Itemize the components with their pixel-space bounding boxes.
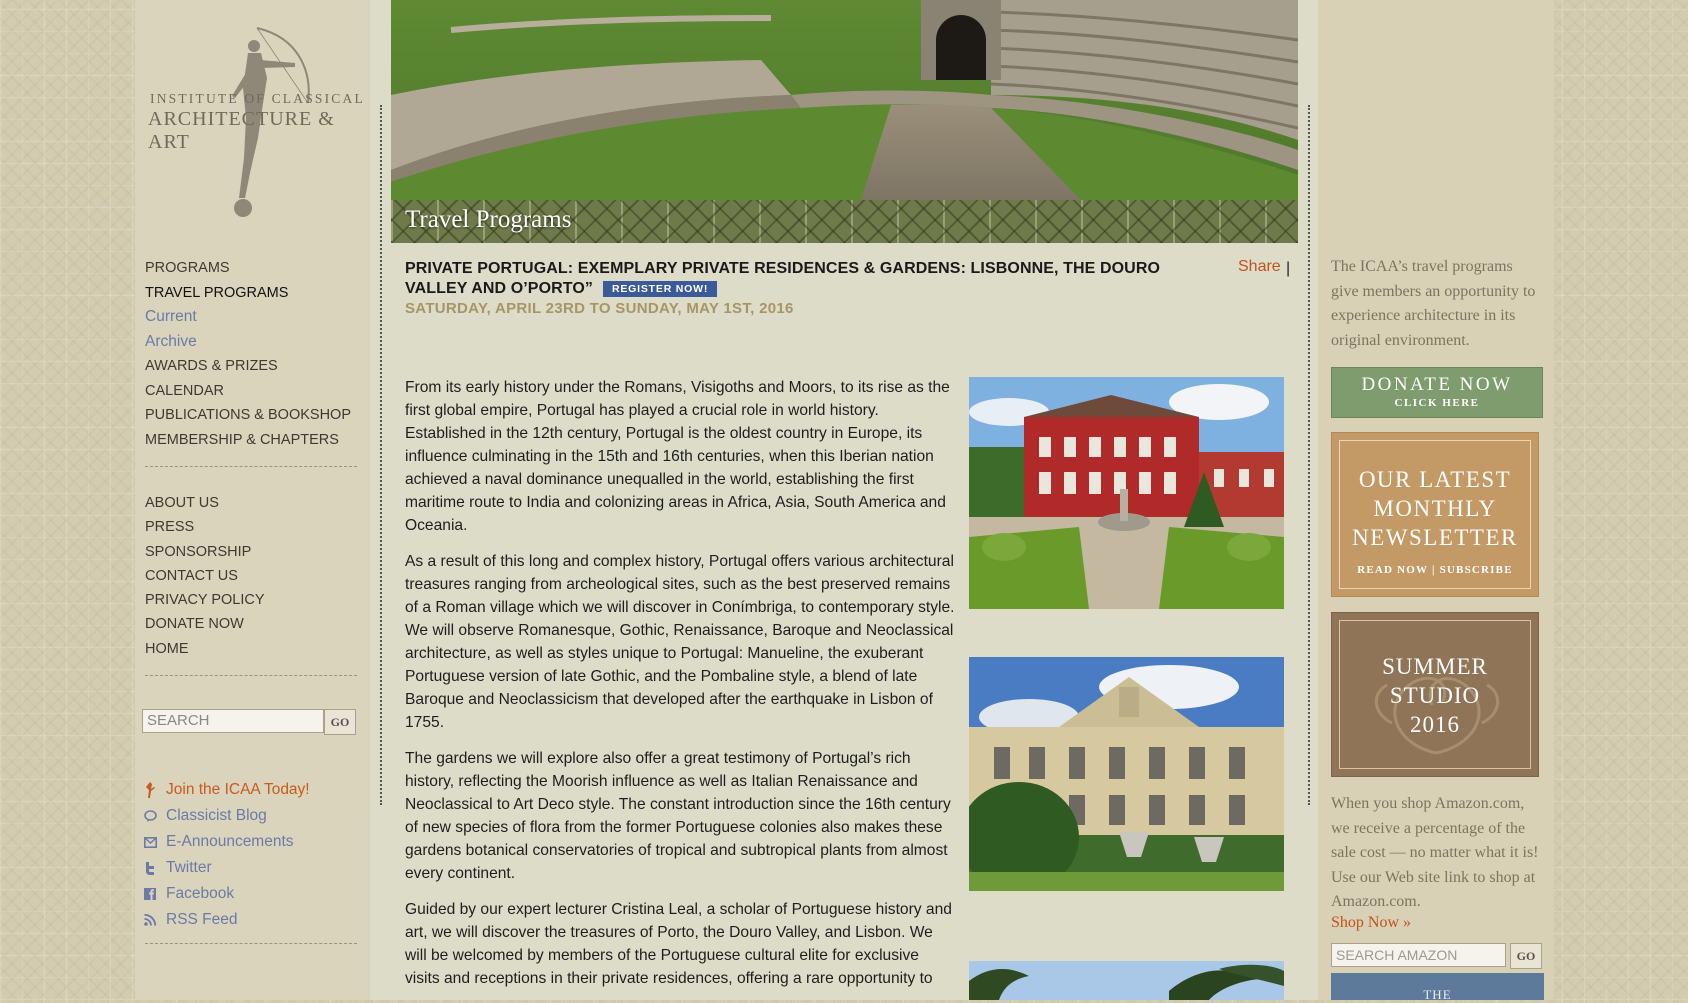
donate-banner-title: DONATE NOW bbox=[1361, 374, 1513, 395]
photo-baroque-palace bbox=[969, 657, 1284, 891]
summer-studio-banner[interactable] bbox=[1331, 612, 1539, 777]
nav-separator bbox=[145, 466, 357, 467]
twitter-icon bbox=[143, 861, 157, 875]
summer-frame bbox=[1339, 620, 1531, 769]
nav-travel-programs[interactable]: TRAVEL PROGRAMS bbox=[145, 284, 289, 301]
rss-icon bbox=[143, 913, 157, 927]
classicist-blog-label: Classicist Blog bbox=[166, 807, 267, 824]
nav-home[interactable]: HOME bbox=[145, 640, 189, 657]
nav-calendar[interactable]: CALENDAR bbox=[145, 382, 224, 399]
share-link[interactable]: Share bbox=[1238, 258, 1281, 275]
nav-press[interactable]: PRESS bbox=[145, 519, 195, 536]
nav-donate-now[interactable]: DONATE NOW bbox=[145, 616, 244, 633]
article-body bbox=[405, 376, 955, 1003]
e-announcements-label: E-Announcements bbox=[166, 833, 294, 850]
secondary-nav bbox=[145, 491, 365, 661]
amazon-affiliate-text: When you shop Amazon.com, we receive a percentage of the sale cost — no matter what it is! Use our Web site link to shop at Amazon.com. bbox=[1331, 795, 1539, 910]
summer-line-2: STUDIO bbox=[1389, 683, 1481, 708]
nav-awards-prizes[interactable]: AWARDS & PRIZES bbox=[145, 358, 278, 374]
travel-programs-intro: The ICAA’s travel programs give members an opportunity to experience architecture in its original environment. bbox=[1331, 258, 1536, 349]
share-separator: | bbox=[1286, 260, 1291, 277]
dotted-divider-right bbox=[1308, 105, 1310, 805]
envelope-icon bbox=[143, 835, 157, 849]
nav-contact-us[interactable]: CONTACT US bbox=[145, 567, 238, 584]
summer-line-3: 2016 bbox=[1410, 712, 1460, 737]
newsletter-frame bbox=[1339, 440, 1531, 589]
search-input[interactable]: SEARCH bbox=[142, 709, 324, 733]
register-now-button[interactable]: REGISTER NOW! bbox=[603, 281, 717, 297]
search-amazon-input[interactable]: SEARCH AMAZON bbox=[1331, 943, 1506, 967]
join-icaa-label: Join the ICAA Today! bbox=[166, 781, 310, 798]
archer-icon bbox=[143, 783, 157, 797]
article-title bbox=[405, 259, 1215, 299]
photo-red-palace-garden bbox=[969, 377, 1284, 609]
hero-title: Travel Programs bbox=[405, 206, 572, 233]
photo-palm-trees bbox=[969, 961, 1284, 1000]
nav-publications-bookshop[interactable]: PUBLICATIONS & BOOKSHOP bbox=[145, 407, 352, 423]
primary-nav bbox=[145, 256, 365, 452]
rss-feed-label: RSS Feed bbox=[166, 911, 238, 928]
shop-now-link[interactable]: Shop Now » bbox=[1331, 914, 1412, 931]
nav-archive[interactable]: Archive bbox=[145, 332, 197, 350]
nav-privacy-policy[interactable]: PRIVACY POLICY bbox=[145, 592, 265, 609]
bottom-promo-banner[interactable] bbox=[1331, 973, 1544, 1000]
facebook-link[interactable] bbox=[143, 881, 363, 907]
event-date: SATURDAY, APRIL 23RD TO SUNDAY, MAY 1ST, 2016 bbox=[405, 300, 794, 317]
facebook-icon bbox=[143, 887, 157, 901]
article-paragraph: As a result of this long and complex history, Portugal offers various architectural treasures ranging from archeological sites, such as the best preserved remains of a Roman village which we will discover in Conímbriga, to contemporary style. We will observe Romanesque, Gothic, Renaissance, Baroque and Neoclassical architecture, as well as styles unique to Portugal: Manueline, the exuberant Portuguese version of late Gothic, and the Pombaline style, a blend of late Baroque and Neoclassicism that developed after the earthquake in Lisbon of 1755. bbox=[405, 553, 955, 731]
nav-sponsorship[interactable]: SPONSORSHIP bbox=[145, 543, 252, 560]
article-title-text: PRIVATE PORTUGAL: EXEMPLARY PRIVATE RESIDENCES & GARDENS: LISBONNE, THE DOURO VALLEY AND O’PORTO” bbox=[405, 260, 1161, 297]
newsletter-subscribe-links: READ NOW | SUBSCRIBE bbox=[1357, 564, 1513, 576]
nav-about-us[interactable]: ABOUT US bbox=[145, 495, 219, 511]
nav-membership-chapters[interactable]: MEMBERSHIP & CHAPTERS bbox=[145, 431, 339, 448]
article-paragraph: Guided by our expert lecturer Cristina Leal, a scholar of Portuguese history and art, we will discover the treasures of Porto, the Douro Valley, and Lisbon. We will be welcomed by members of the Portuguese cultural elite for exclusive visits and receptions in their private residences, offering a rare opportunity to bbox=[405, 901, 952, 987]
social-links bbox=[143, 777, 363, 933]
twitter-link[interactable] bbox=[143, 855, 363, 881]
social-separator bbox=[145, 943, 357, 944]
donate-banner-sub: CLICK HERE bbox=[1394, 397, 1480, 409]
twitter-label: Twitter bbox=[166, 859, 212, 876]
nav-current[interactable]: Current bbox=[145, 308, 197, 325]
speech-bubble-icon bbox=[143, 809, 157, 823]
dotted-divider-left bbox=[380, 105, 382, 805]
newsletter-title: OUR LATEST MONTHLY NEWSLETTER bbox=[1352, 467, 1518, 550]
e-announcements-link[interactable] bbox=[143, 829, 363, 855]
nav-programs[interactable]: PROGRAMS bbox=[145, 260, 230, 276]
search-go-button[interactable]: GO bbox=[324, 709, 356, 735]
article-paragraph: From its early history under the Romans, Visigoths and Moors, to its rise as the first global empire, Portugal has played a crucial role in world history. Established in the 12th century, Portugal is the oldest country in Europe, its influence culminating in the 15th and 16th centuries, when this Iberian nation achieved a naval dominance unequalled in the world, establishing the first maritime route to India and colonizing areas in Africa, Asia, South America and Oceania. bbox=[405, 379, 950, 534]
rss-feed-link[interactable] bbox=[143, 907, 363, 933]
logo-line-1: INSTITUTE OF CLASSICAL bbox=[150, 91, 365, 106]
nav-separator bbox=[145, 675, 357, 676]
donate-now-banner[interactable] bbox=[1331, 367, 1543, 418]
logo-line-2: ARCHITECTURE & ART bbox=[148, 108, 335, 153]
article-paragraph: The gardens we will explore also offer a great testimony of Portugal’s rich history, reflecting the Moorish influence as well as Italian Renaissance and Neoclassical to Art Deco style. The constant introduction since the 16th century of new species of flora from the former Portuguese colonies also makes these gardens botanical conservatories of tropical and subtropical plants from almost every continent. bbox=[405, 750, 951, 882]
facebook-label: Facebook bbox=[166, 885, 235, 902]
newsletter-banner[interactable] bbox=[1331, 432, 1539, 597]
bottom-banner-label: THE bbox=[1423, 987, 1452, 1000]
search-amazon-go-button[interactable]: GO bbox=[1510, 943, 1542, 969]
classicist-blog-link[interactable] bbox=[143, 803, 363, 829]
summer-line-1: SUMMER bbox=[1382, 654, 1488, 679]
join-icaa-link[interactable] bbox=[143, 777, 363, 803]
